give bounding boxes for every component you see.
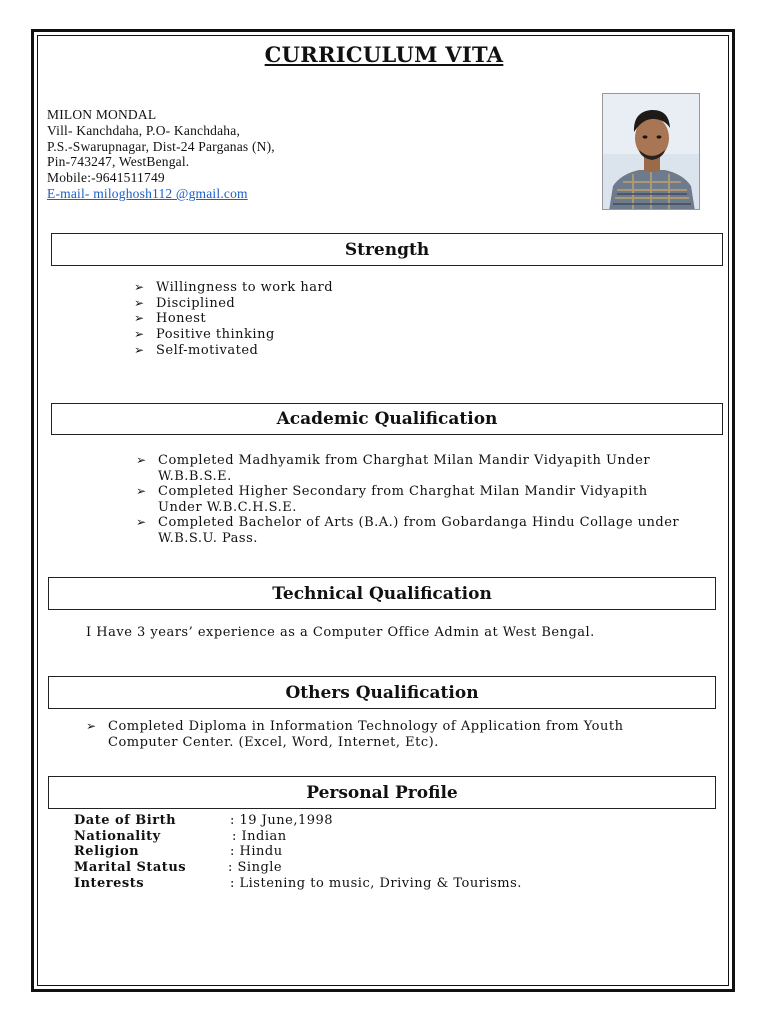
- list-item: ➢ Willingness to work hard: [134, 280, 334, 295]
- person-photo-icon: [603, 94, 700, 210]
- profile-label: Religion: [74, 844, 140, 860]
- list-item: ➢ Completed Bachelor of Arts (B.A.) from Gobardanga Hindu Collage under W.B.S.U. Pass.: [136, 515, 680, 546]
- list-item: ➢ Self-motivated: [134, 342, 259, 358]
- technical-heading: Technical Qualification: [272, 583, 492, 604]
- profile-value: : Listening to music, Driving & Tourisms.: [230, 875, 522, 891]
- academic-heading: Academic Qualification: [276, 409, 498, 429]
- profile-label: Interests: [74, 875, 145, 891]
- technical-heading-box: [48, 577, 716, 610]
- profile-value: : Indian: [232, 828, 287, 844]
- bullet-icon: ➢: [134, 311, 145, 326]
- address-line-3: Pin-743247, WestBengal.: [47, 154, 190, 170]
- technical-text: I Have 3 years’ experience as a Computer Office Admin at West Bengal.: [86, 625, 595, 640]
- profile-heading: Personal Profile: [306, 782, 458, 803]
- contact-block: [47, 107, 275, 202]
- list-item: ➢ Honest: [134, 311, 207, 327]
- profile-value: : Hindu: [230, 844, 283, 860]
- list-item: ➢ Completed Higher Secondary from Charghat Milan Mandir Vidyapith Under W.B.C.H.S.E.: [136, 484, 648, 515]
- mobile-number: Mobile:-9641511749: [47, 170, 165, 186]
- bullet-icon: ➢: [136, 515, 147, 530]
- address-line-2: P.S.-Swarupnagar, Dist-24 Parganas (N),: [47, 138, 275, 154]
- strength-list: [134, 280, 654, 359]
- bullet-icon: ➢: [136, 484, 147, 499]
- bullet-icon: ➢: [134, 295, 145, 310]
- others-list: [86, 719, 696, 750]
- bullet-icon: ➢: [134, 327, 145, 342]
- profile-label: Marital Status: [74, 860, 187, 876]
- bullet-icon: ➢: [134, 280, 145, 294]
- email-link[interactable]: E-mail- miloghosh112 @gmail.com: [47, 185, 248, 201]
- academic-heading-box: [51, 403, 723, 435]
- address-line-1: Vill- Kanchdaha, P.O- Kanchdaha,: [47, 122, 241, 138]
- strength-heading-box: [51, 233, 723, 266]
- list-item: ➢ Completed Diploma in Information Technology of Application from Youth Computer Center. (Excel, Word, Internet, Etc).: [86, 719, 624, 750]
- profile-value: : 19 June,1998: [230, 813, 334, 828]
- bullet-icon: ➢: [136, 453, 147, 467]
- profile-value: : Single: [228, 860, 283, 876]
- bullet-icon: ➢: [86, 719, 97, 733]
- academic-list: [136, 453, 696, 547]
- profile-photo: [602, 93, 700, 210]
- bullet-icon: ➢: [134, 342, 145, 357]
- list-item: ➢ Disciplined: [134, 295, 236, 311]
- candidate-name: MILON MONDAL: [47, 107, 157, 122]
- others-heading: Others Qualification: [285, 682, 479, 703]
- document-title: CURRICULUM VITA: [264, 42, 504, 67]
- list-item: ➢ Completed Madhyamik from Charghat Milan Mandir Vidyapith Under W.B.B.S.E.: [136, 453, 651, 484]
- others-heading-box: [48, 676, 716, 709]
- list-item: ➢ Positive thinking: [134, 327, 275, 343]
- profile-label: Date of Birth: [74, 813, 177, 828]
- profile-heading-box: [48, 776, 716, 809]
- strength-heading: Strength: [344, 239, 430, 260]
- profile-label: Nationality: [74, 828, 161, 844]
